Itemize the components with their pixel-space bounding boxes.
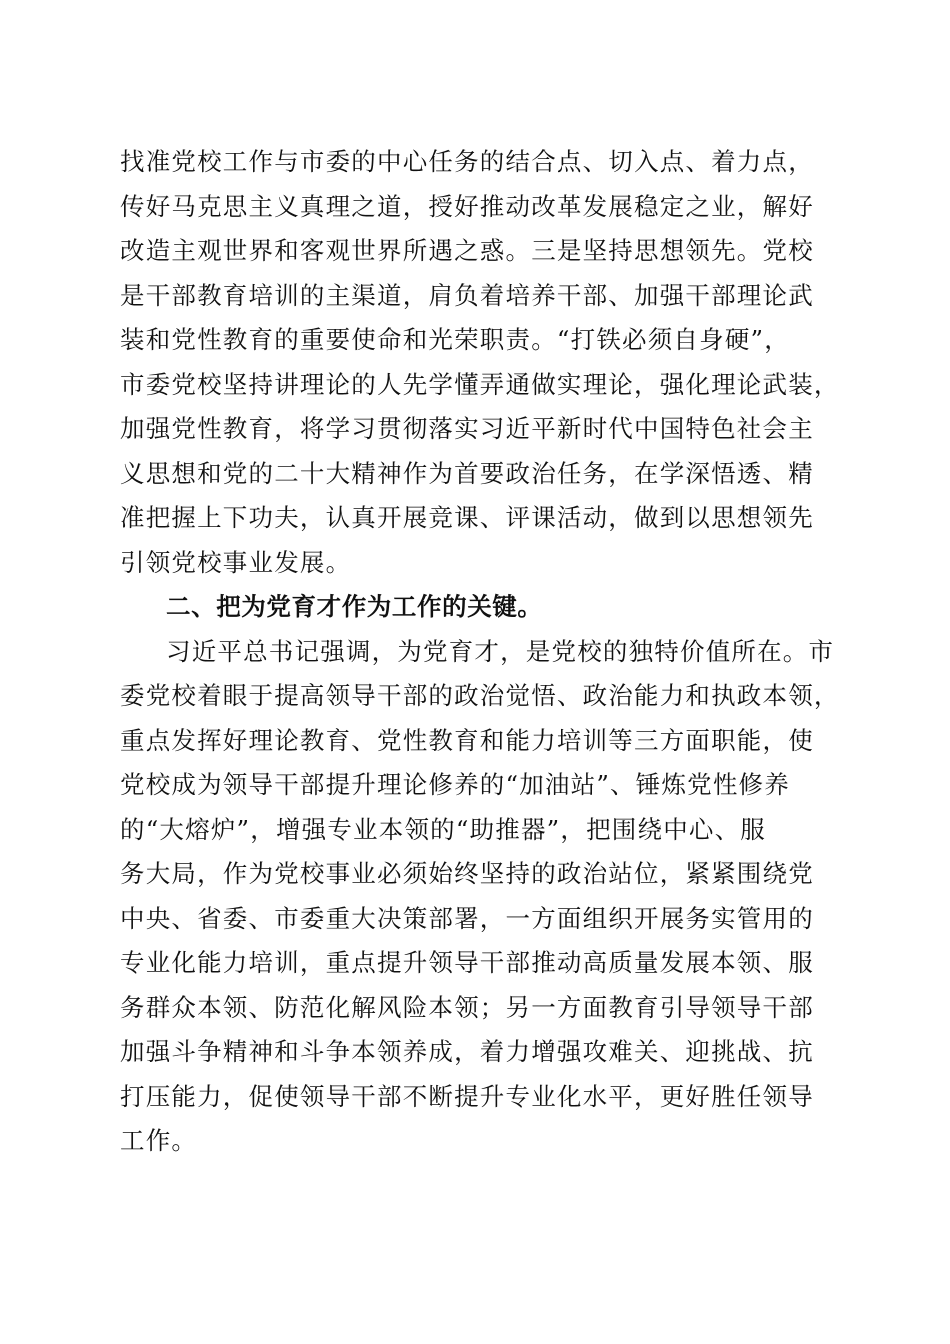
text-line: 是干部教育培训的主渠道，肩负着培养干部、加强干部理论武 xyxy=(120,280,814,310)
document-body xyxy=(120,140,840,1164)
text-line: 打压能力，促使领导干部不断提升专业化水平，更好胜任领导 xyxy=(120,1081,814,1111)
text-line: 引领党校事业发展。 xyxy=(120,547,352,577)
section-heading: 二、把为党育才作为工作的关键。 xyxy=(166,592,543,621)
text-line: 党校成为领导干部提升理论修养的“加油站”、锤炼党性修养 xyxy=(120,770,790,799)
text-line: 专业化能力培训，重点提升领导干部推动高质量发展本领、服 xyxy=(120,948,814,977)
paragraph-1 xyxy=(120,140,840,585)
text-line: 的“大熔炉”，增强专业本领的“助推器”，把围绕中心、服 xyxy=(120,814,766,844)
text-line: 中央、省委、市委重大决策部署，一方面组织开展务实管用的 xyxy=(120,903,814,933)
text-line: 习近平总书记强调，为党育才，是党校的独特价值所在。市 xyxy=(166,636,835,666)
paragraph-2 xyxy=(120,630,840,1164)
text-line: 找准党校工作与市委的中心任务的结合点、切入点、着力点， xyxy=(120,147,814,176)
text-line: 重点发挥好理论教育、党性教育和能力培训等三方面职能，使 xyxy=(120,725,814,755)
text-line: 市委党校坚持讲理论的人先学懂弄通做实理论，强化理论武装， xyxy=(120,369,840,399)
text-line: 准把握上下功夫，认真开展竞课、评课活动，做到以思想领先 xyxy=(120,503,814,532)
text-line: 装和党性教育的重要使命和光荣职责。“打铁必须自身硬”， xyxy=(120,325,790,354)
text-line: 改造主观世界和客观世界所遇之惑。三是坚持思想领先。党校 xyxy=(120,236,814,265)
text-line: 工作。 xyxy=(120,1126,198,1155)
text-line: 务群众本领、防范化解风险本领；另一方面教育引导领导干部 xyxy=(120,992,814,1022)
text-line: 传好马克思主义真理之道，授好推动改革发展稳定之业，解好 xyxy=(120,191,814,221)
text-line: 加强党性教育，将学习贯彻落实习近平新时代中国特色社会主 xyxy=(120,414,814,443)
text-line: 委党校着眼于提高领导干部的政治觉悟、政治能力和执政本领， xyxy=(120,681,840,710)
text-line: 加强斗争精神和斗争本领养成，着力增强攻难关、迎挑战、抗 xyxy=(120,1037,814,1066)
text-line: 务大局，作为党校事业必须始终坚持的政治站位，紧紧围绕党 xyxy=(120,859,814,888)
text-line: 义思想和党的二十大精神作为首要政治任务，在学深悟透、精 xyxy=(120,458,814,488)
